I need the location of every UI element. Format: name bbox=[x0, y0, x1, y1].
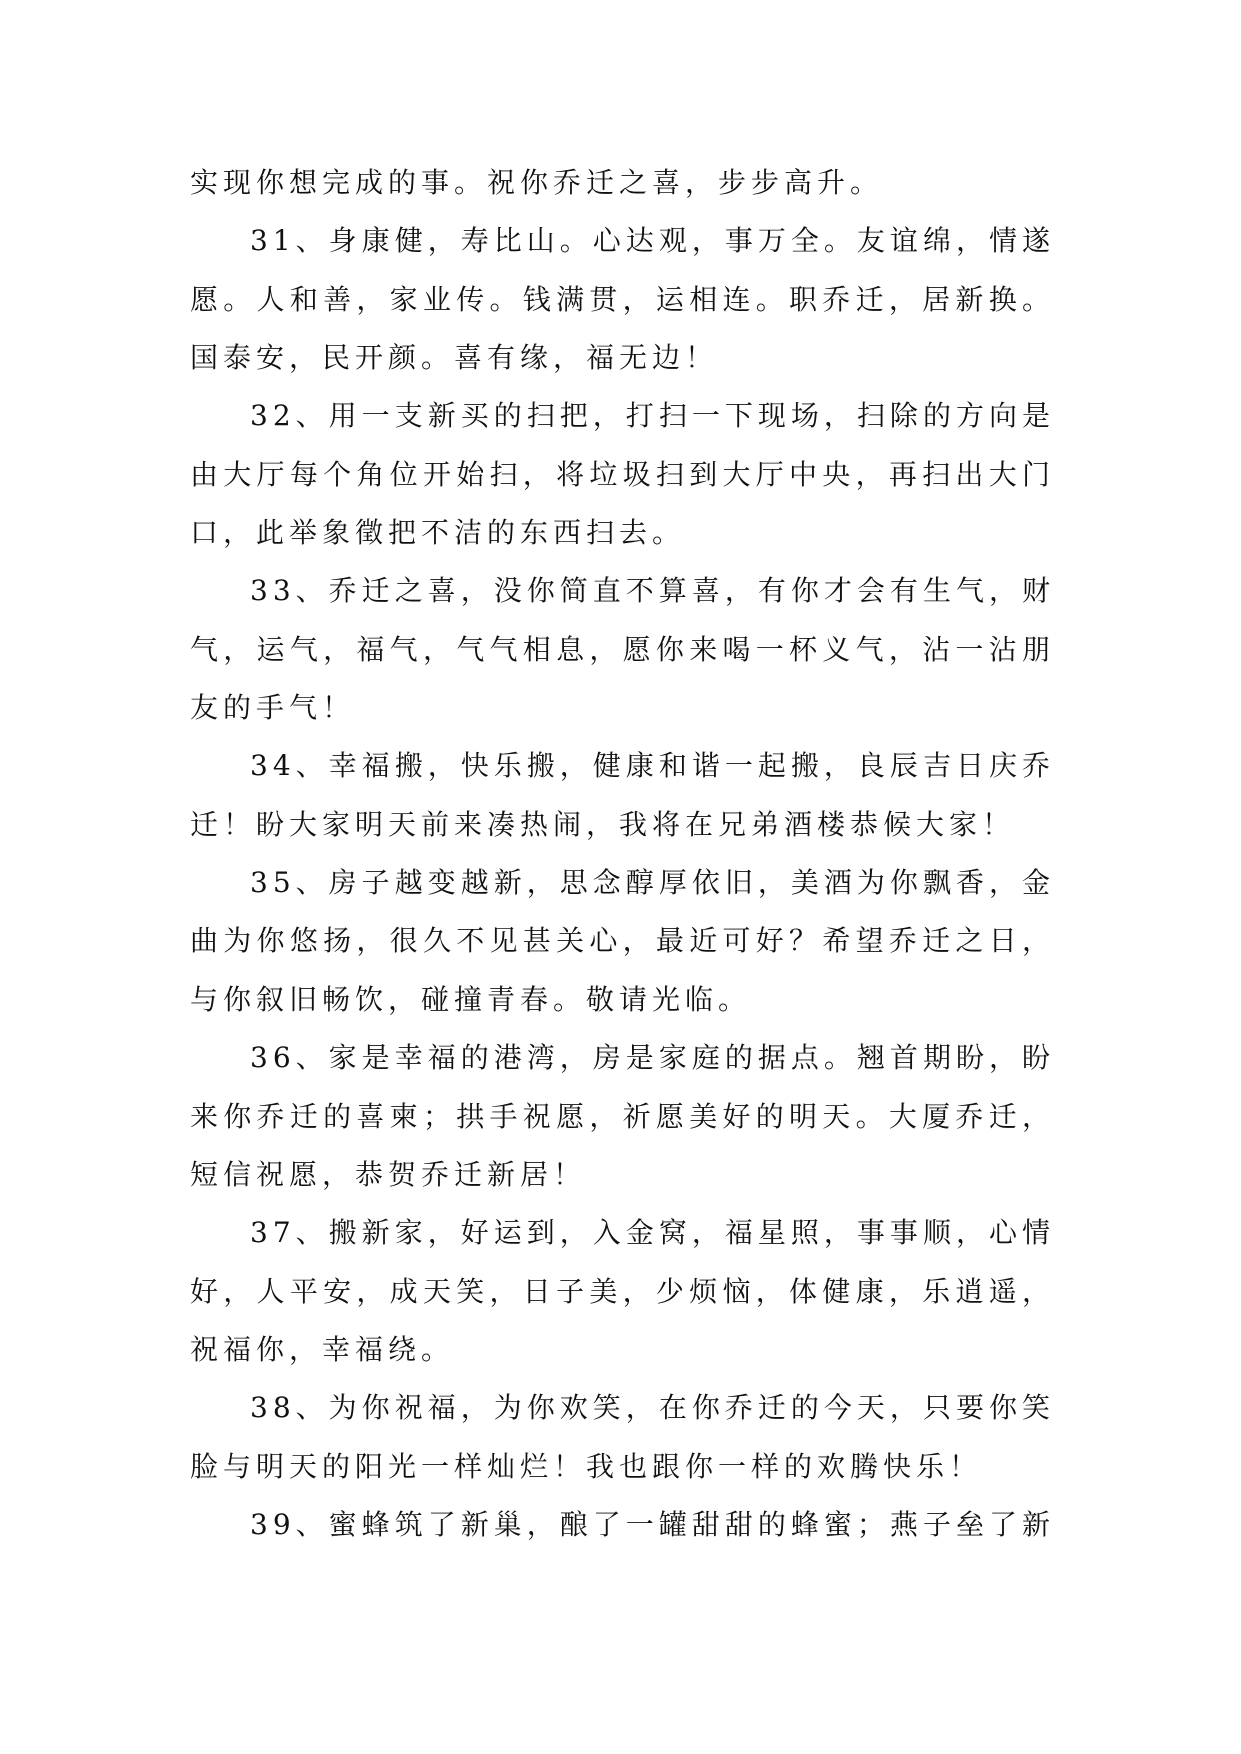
text-line: 33、乔迁之喜，没你简直不算喜，有你才会有生气，财 bbox=[250, 574, 1055, 608]
text-line: 32、用一支新买的扫把，打扫一下现场，扫除的方向是 bbox=[250, 399, 1055, 433]
text-line: 与你叙旧畅饮，碰撞青春。敬请光临。 bbox=[190, 982, 752, 1016]
text-line: 31、身康健，寿比山。心达观，事万全。友谊绵，情遂 bbox=[250, 224, 1055, 258]
text-line: 短信祝愿，恭贺乔迁新居！ bbox=[190, 1157, 587, 1191]
paragraph-39 bbox=[190, 1496, 1055, 1554]
text-line: 友的手气！ bbox=[190, 691, 356, 725]
paragraph-33 bbox=[190, 562, 1055, 737]
text-line: 气，运气，福气，气气相息，愿你来喝一杯义气，沾一沾朋 bbox=[190, 632, 1055, 666]
paragraph-31 bbox=[190, 212, 1055, 387]
text-line: 35、房子越变越新，思念醇厚依旧，美酒为你飘香，金 bbox=[250, 866, 1055, 900]
text-line: 来你乔迁的喜柬；拱手祝愿，祈愿美好的明天。大厦乔迁， bbox=[190, 1099, 1055, 1133]
paragraph-35 bbox=[190, 854, 1055, 1029]
text-line: 祝福你，幸福绕。 bbox=[190, 1332, 455, 1366]
text-line: 由大厅每个角位开始扫，将垃圾扫到大厅中央，再扫出大门 bbox=[190, 457, 1055, 491]
text-line: 38、为你祝福，为你欢笑，在你乔迁的今天，只要你笑 bbox=[250, 1391, 1055, 1425]
text-line: 愿。人和善，家业传。钱满贯，运相连。职乔迁，居新换。 bbox=[190, 282, 1055, 316]
text-line: 36、家是幸福的港湾，房是家庭的据点。翘首期盼，盼 bbox=[250, 1041, 1055, 1075]
text-line: 37、搬新家，好运到，入金窝，福星照，事事顺，心情 bbox=[250, 1216, 1055, 1250]
paragraph-34 bbox=[190, 737, 1055, 854]
text-line: 迁！盼大家明天前来凑热闹，我将在兄弟酒楼恭候大家！ bbox=[190, 807, 1016, 841]
paragraph-continuation bbox=[190, 154, 1055, 212]
text-line: 脸与明天的阳光一样灿烂！我也跟你一样的欢腾快乐！ bbox=[190, 1449, 983, 1483]
text-line: 国泰安，民开颜。喜有缘，福无边！ bbox=[190, 341, 719, 375]
paragraph-36 bbox=[190, 1029, 1055, 1204]
text-line: 好，人平安，成天笑，日子美，少烦恼，体健康，乐逍遥， bbox=[190, 1274, 1055, 1308]
document-body bbox=[190, 154, 1055, 1554]
text-line: 39、蜜蜂筑了新巢，酿了一罐甜甜的蜂蜜；燕子垒了新 bbox=[250, 1507, 1055, 1541]
text-line: 实现你想完成的事。祝你乔迁之喜，步步高升。 bbox=[190, 166, 884, 199]
text-line: 34、幸福搬，快乐搬，健康和谐一起搬，良辰吉日庆乔 bbox=[250, 749, 1055, 783]
paragraph-38 bbox=[190, 1379, 1055, 1496]
text-line: 曲为你悠扬，很久不见甚关心，最近可好？希望乔迁之日， bbox=[190, 924, 1055, 958]
text-line: 口，此举象徵把不洁的东西扫去。 bbox=[190, 516, 686, 550]
paragraph-37 bbox=[190, 1204, 1055, 1379]
paragraph-32 bbox=[190, 387, 1055, 562]
